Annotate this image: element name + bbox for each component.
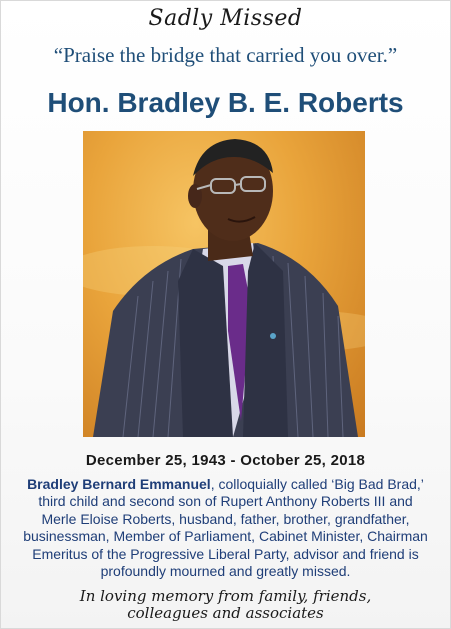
card-title: Sadly Missed <box>148 6 303 31</box>
bio-text: , colloquially called ‘Big Bad Brad,’ third child and second son of Rupert Anthony Roberts III and Merle Eloise Roberts, husband, father, brother, grandfather, businessman, Member of Parliament, Cabinet Minister, Chairman Emeritus of the Progressive Liberal Party, advisor and friend is profoundly mourned and greatly missed. <box>23 476 428 580</box>
biography <box>20 476 431 580</box>
life-dates: December 25, 1943 - October 25, 2018 <box>85 452 366 469</box>
portrait-illustration <box>83 131 365 437</box>
bio-lead-name: Bradley Bernard Emmanuel <box>27 476 211 492</box>
honoree-name: Hon. Bradley B. E. Roberts <box>47 87 404 118</box>
quote-text: “Praise the bridge that carried you over.” <box>53 43 398 67</box>
closing-dedication: In loving memory from family, friends, colleagues and associates <box>79 587 372 622</box>
portrait-photo <box>83 131 365 437</box>
